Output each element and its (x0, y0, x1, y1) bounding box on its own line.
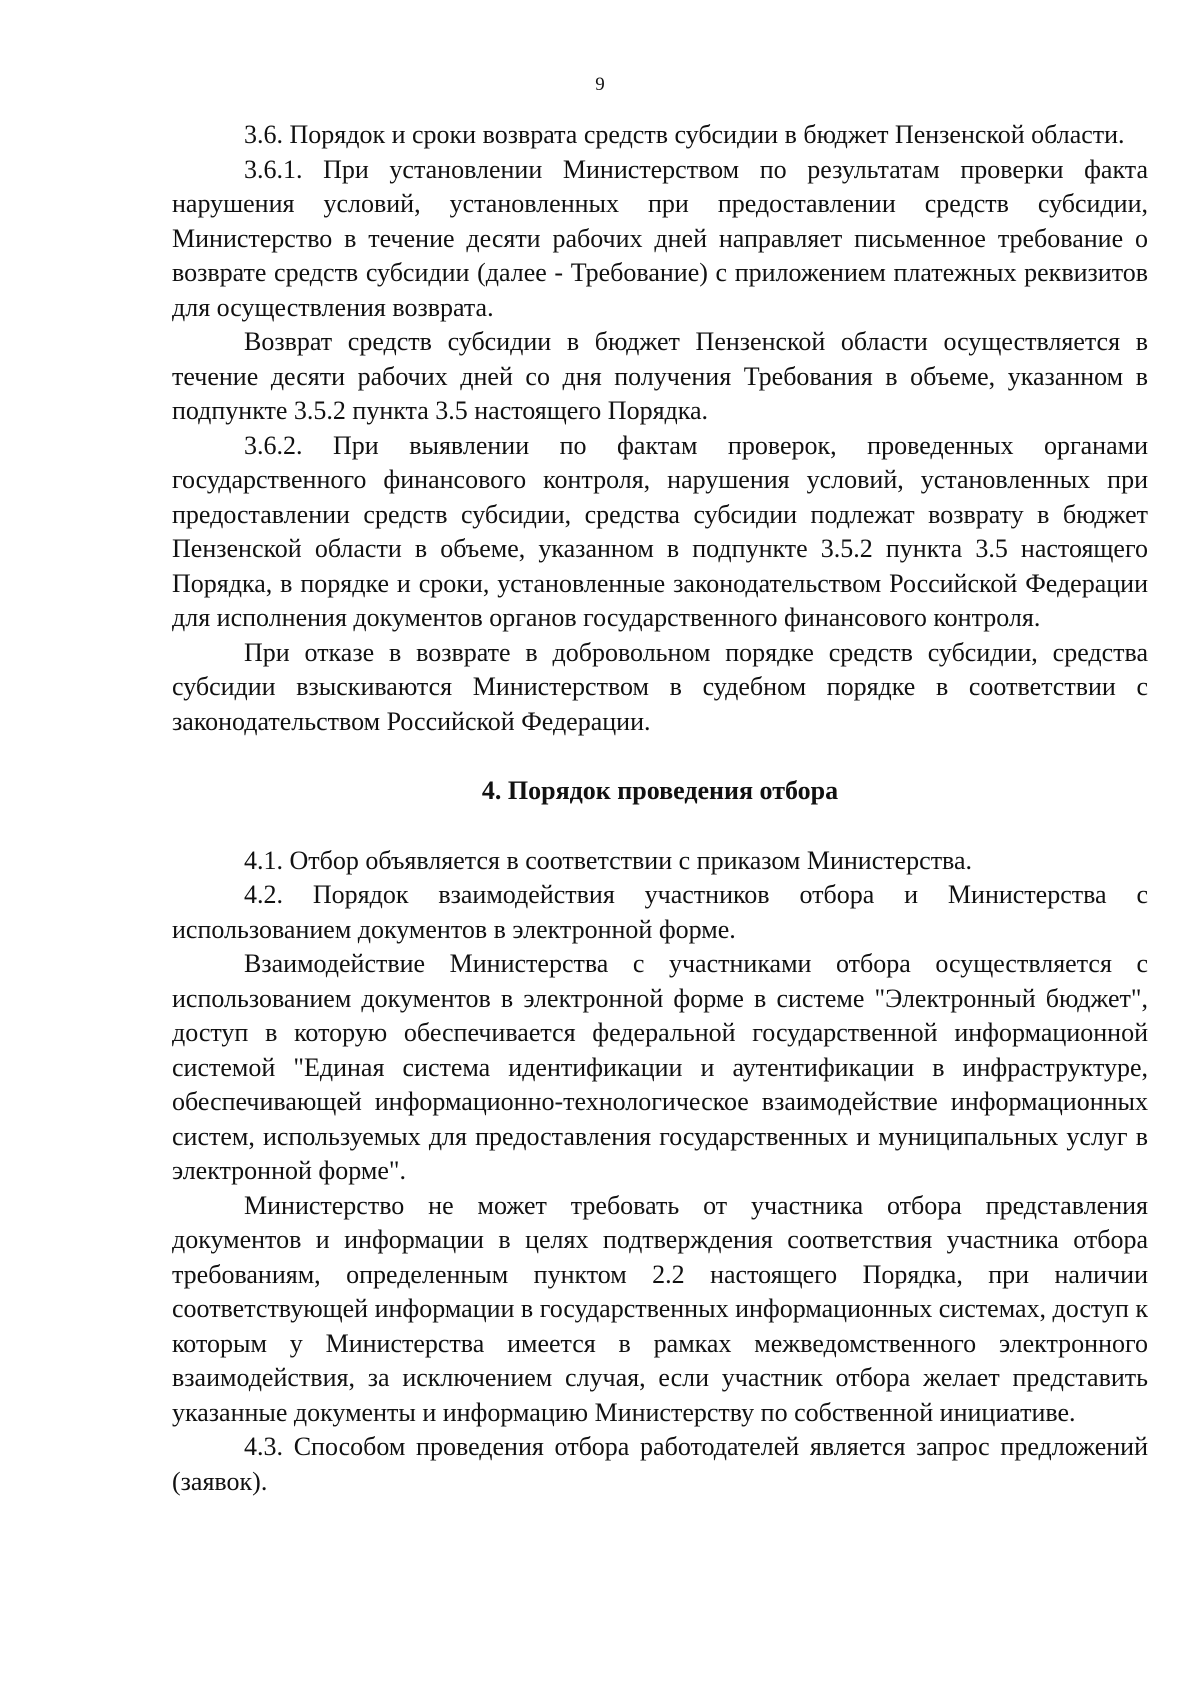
page-number: 9 (595, 74, 605, 95)
paragraph-4-1: 4.1. Отбор объявляется в соответствии с приказом Министерства. (244, 845, 973, 875)
paragraph-4-3: 4.3. Способом проведения отбора работодателей является запрос предложений (заявок). (172, 1432, 1148, 1496)
paragraph-4-2: 4.2. Порядок взаимодействия участников отбора и Министерства с использованием документов в электронной форме. (172, 880, 1148, 944)
document-body (172, 118, 1148, 1499)
paragraph-3-6: 3.6. Порядок и сроки возврата средств субсидии в бюджет Пензенской области. (244, 120, 1125, 149)
section-heading: 4. Порядок проведения отбора (481, 776, 839, 805)
paragraph-court-recovery: При отказе в возврате в добровольном порядке средств субсидии, средства субсидии взыскиваются Министерством в судебном порядке в соответствии с законодательством Российской Федерации. (172, 637, 1148, 736)
paragraph-3-6-2: 3.6.2. При выявлении по фактам проверок, проведенных органами государственного финансового контроля, нарушения условий, установленных при предоставлении средств субсидии, средства субсидии подлежат возврату в бюджет Пензенской области в объеме, указанном в подпункте 3.5.2 пункта 3.5 настоящего Порядка, в порядке и сроки, установленные законодательством Российской Федерации для исполнения документов органов государственного финансового контроля. (172, 430, 1148, 632)
paragraph-electronic-interaction: Взаимодействие Министерства с участниками отбора осуществляется с использованием документов в электронной форме в системе "Электронный бюджет", доступ в которую обеспечивается федеральной государственной информационной системой "Единая система идентификации и аутентификации в инфраструктуре, обеспечивающей информационно-технологическое взаимодействие информационных систем, используемых для предоставления государственных и муниципальных услуг в электронной форме". (172, 949, 1148, 1185)
paragraph-3-6-1: 3.6.1. При установлении Министерством по результатам проверки факта нарушения условий, установленных при предоставлении средств субсидии, Министерство в течение десяти рабочих дней направляет письменное требование о возврате средств субсидии (далее - Требование) с приложением платежных реквизитов для осуществления возврата. (172, 154, 1148, 322)
paragraph-ministry-requirements: Министерство не может требовать от участника отбора представления документов и информации в целях подтверждения соответствия участника отбора требованиям, определенным пунктом 2.2 настоящего Порядка, при наличии соответствующей информации в государственных информационных системах, доступ к которым у Министерства имеется в рамках межведомственного электронного взаимодействия, за исключением случая, если участник отбора желает представить указанные документы и информацию Министерству по собственной инициативе. (172, 1190, 1148, 1427)
paragraph-refund-terms: Возврат средств субсидии в бюджет Пензенской области осуществляется в течение десяти рабочих дней со дня получения Требования в объеме, указанном в подпункте 3.5.2 пункта 3.5 настоящего Порядка. (172, 327, 1148, 425)
